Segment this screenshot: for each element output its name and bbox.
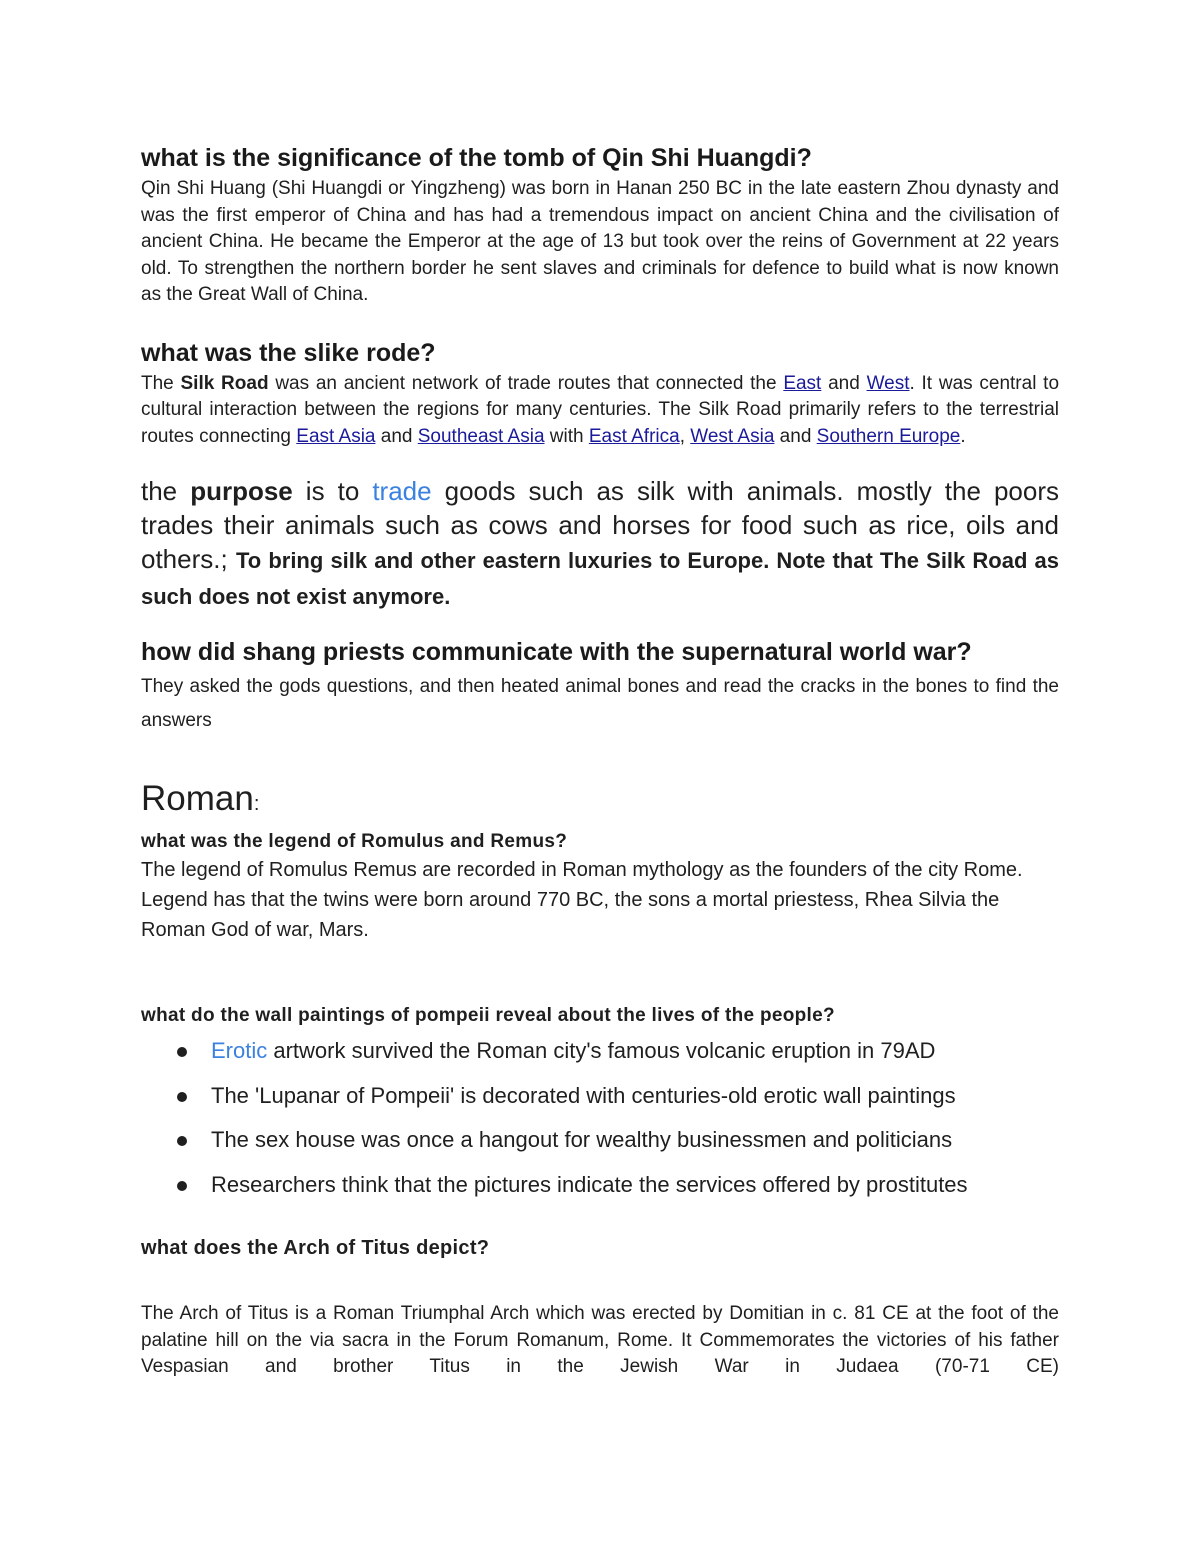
text: Researchers think that the pictures indicate the services offered by prostitutes	[211, 1171, 968, 1197]
heading-qin-shi-huangdi: what is the significance of the tomb of Qin Shi Huangdi?	[141, 144, 812, 172]
text: artwork survived the Roman city's famous volcanic eruption in 79AD	[267, 1038, 936, 1063]
silk-road-note: To bring silk and other eastern luxuries to Europe. Note that The Silk Road as such does not exist anymore.	[141, 548, 1060, 609]
text: The	[141, 372, 181, 394]
paragraph-silk-road	[141, 371, 1059, 451]
roman-colon: :	[253, 793, 260, 815]
list-item	[141, 1074, 1059, 1119]
question-arch-of-titus: what does the Arch of Titus depict?	[141, 1237, 490, 1259]
list-item	[141, 1118, 1059, 1163]
link-east-africa[interactable]: East Africa	[588, 425, 680, 447]
link-east-asia[interactable]: East Asia	[296, 425, 376, 447]
heading-shang-priests: how did shang priests communicate with the supernatural world war?	[141, 638, 972, 666]
trade-highlight: trade	[372, 476, 432, 506]
text: The 'Lupanar of Pompeii' is decorated with centuries-old erotic wall paintings	[211, 1082, 956, 1108]
link-southern-europe[interactable]: Southern Europe	[816, 425, 961, 447]
text: and	[774, 425, 817, 447]
section-title-roman	[141, 778, 1059, 825]
paragraph-silk-road-purpose	[141, 474, 1059, 614]
question-pompeii: what do the wall paintings of pompeii reveal about the lives of the people?	[141, 1005, 835, 1026]
text: and	[375, 425, 418, 447]
paragraph-arch-of-titus: The Arch of Titus is a Roman Triumphal Arch which was erected by Domitian in c. 81 CE at the foot of the palatine hill on the via sacra in the Forum Romanum, Rome. It Commemorates the victories of his father Vespasian and brother Titus in the Jewish War in Judaea (70-71 CE)	[141, 1303, 1059, 1377]
text: is to	[292, 476, 373, 506]
text: .	[960, 425, 966, 447]
pompeii-bullet-list	[141, 1029, 1059, 1207]
paragraph-qin-shi-huangdi: Qin Shi Huang (Shi Huangdi or Yingzheng) was born in Hanan 250 BC in the late eastern Zhou dynasty and was the first emperor of China and has had a tremendous impact on ancient China and the civilisation of ancient China. He became the Emperor at the age of 13 but took over the reins of Government at 22 years old. To strengthen the northern border he sent slaves and criminals for defence to build what is now known as the Great Wall of China.	[141, 178, 1059, 305]
list-item	[141, 1029, 1059, 1074]
text: ,	[679, 425, 691, 447]
heading-silk-road: what was the slike rode?	[141, 338, 436, 367]
paragraph-shang-priests: They asked the gods questions, and then heated animal bones and read the cracks in the bones to find the answers	[141, 676, 1059, 731]
text: goods such as silk with animals. mostly the poors trades their animals such as cows and horses for food such as rice, oils and others.;	[141, 476, 1059, 574]
bullet-icon	[177, 1181, 187, 1191]
erotic-link[interactable]: Erotic	[211, 1038, 268, 1063]
text: The sex house was once a hangout for wealthy businessmen and politicians	[211, 1127, 953, 1152]
silk-road-bold: Silk Road	[180, 372, 269, 394]
text: with	[544, 425, 589, 447]
text: and	[821, 372, 867, 394]
text: was an ancient network of trade routes that connected the	[268, 372, 784, 394]
paragraph-romulus-remus: The legend of Romulus Remus are recorded in Roman mythology as the founders of the city Rome. Legend has that the twins were born around 770 BC, the sons a mortal priestess, Rhea Silvia the Roman God of war, Mars.	[141, 859, 1023, 941]
bullet-icon	[177, 1136, 187, 1146]
text: the	[141, 476, 191, 506]
document-page	[141, 140, 1059, 1381]
roman-title: Roman	[141, 779, 254, 818]
question-romulus-remus: what was the legend of Romulus and Remus?	[141, 831, 568, 852]
purpose-bold: purpose	[190, 476, 293, 506]
link-east[interactable]: East	[783, 372, 822, 394]
link-southeast-asia[interactable]: Southeast Asia	[417, 425, 545, 447]
bullet-icon	[177, 1092, 187, 1102]
link-west-asia[interactable]: West Asia	[690, 425, 775, 447]
bullet-icon	[177, 1047, 187, 1057]
text: . It was central to cultural interaction between the regions for many centuries. The Silk Road primarily refers to the terrestrial routes connecting	[141, 372, 1060, 447]
list-item	[141, 1163, 1059, 1208]
link-west[interactable]: West	[866, 372, 910, 394]
